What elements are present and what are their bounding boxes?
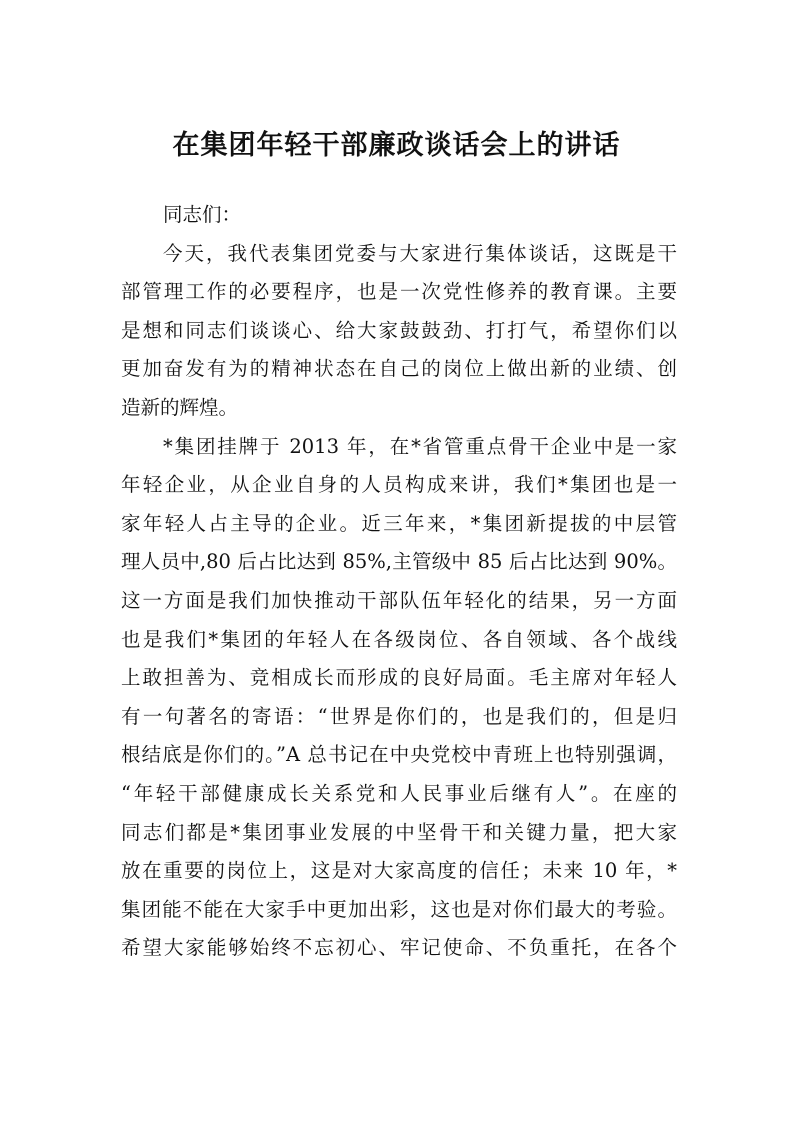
text-line: 根结底是你们的。”A 总书记在中央党校中青班上也特别强调， <box>121 743 677 767</box>
text-line: “年轻干部健康成长关系党和人民事业后继有人”。在座的 <box>121 781 677 805</box>
text-line: 更加奋发有为的精神状态在自己的岗位上做出新的业绩、创 <box>121 357 677 381</box>
text-line: 是想和同志们谈谈心、给大家鼓鼓劲、打打气，希望你们以 <box>121 318 677 342</box>
text-line: 家年轻人占主导的企业。近三年来，*集团新提拔的中层管 <box>121 511 677 535</box>
text-line: 年轻企业，从企业自身的人员构成来讲，我们*集团也是一 <box>121 473 677 497</box>
text-line: 部管理工作的必要程序，也是一次党性修养的教育课。主要 <box>121 280 677 304</box>
text-line: 理人员中,80 后占比达到 85%,主管级中 85 后占比达到 90%。 <box>121 550 677 574</box>
text-line: 这一方面是我们加快推动干部队伍年轻化的结果，另一方面 <box>121 588 677 612</box>
text-line: 有一句著名的寄语：“世界是你们的，也是我们的，但是归 <box>121 704 677 728</box>
text-line: *集团挂牌于 2013 年，在*省管重点骨干企业中是一家 <box>163 434 677 458</box>
text-line: 同志们都是*集团事业发展的中坚骨干和关键力量，把大家 <box>121 820 677 844</box>
text-line: 同志们： <box>163 203 242 226</box>
text-line: 希望大家能够始终不忘初心、牢记使命、不负重托，在各个 <box>121 936 677 960</box>
text-line: 上敢担善为、竞相成长而形成的良好局面。毛主席对年轻人 <box>121 666 677 690</box>
text-line: 造新的辉煌。 <box>121 395 239 419</box>
text-line: 放在重要的岗位上，这是对大家高度的信任；未来 10 年，* <box>121 859 677 883</box>
text-line: 今天，我代表集团党委与大家进行集体谈话，这既是干 <box>163 241 677 265</box>
document-body <box>121 196 677 968</box>
text-line: 也是我们*集团的年轻人在各级岗位、各自领域、各个战线 <box>121 627 677 651</box>
document-title: 在集团年轻干部廉政谈话会上的讲话 <box>172 130 621 161</box>
text-line: 集团能不能在大家手中更加出彩，这也是对你们最大的考验。 <box>121 897 677 921</box>
